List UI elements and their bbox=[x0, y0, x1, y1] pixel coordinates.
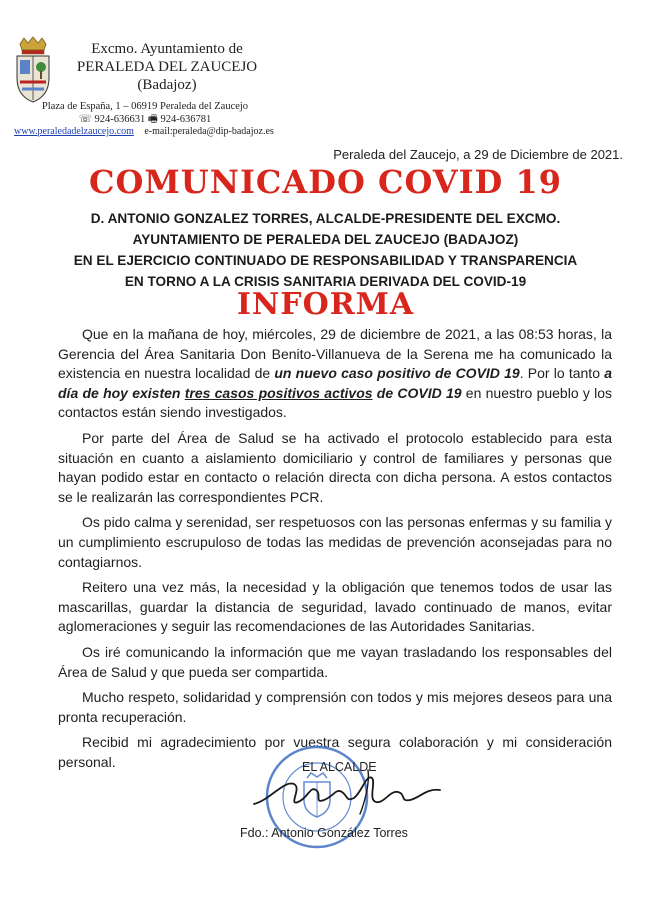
emphasis-text: un nuevo caso positivo de COVID 19 bbox=[274, 365, 520, 382]
paragraph: Recibid mi agradecimiento por vuestra segura colaboración y mi consideración personal. bbox=[58, 734, 612, 770]
emphasis-underlined-text: tres casos positivos activos bbox=[184, 384, 373, 401]
handwritten-signature bbox=[250, 760, 450, 820]
document-body bbox=[58, 325, 612, 772]
website-link[interactable]: www.peraledadelzaucejo.com bbox=[14, 126, 134, 137]
letterhead-contact bbox=[10, 100, 280, 126]
text-run: . Por lo tanto bbox=[519, 365, 605, 382]
letterhead-address: Plaza de España, 1 – 06919 Peraleda del Zaucejo bbox=[41, 101, 249, 112]
issuer-heading bbox=[60, 208, 591, 292]
paragraph bbox=[58, 325, 612, 423]
paragraph: Os iré comunicando la información que me vayan trasladando los responsables del Área de Salud y que pueda ser compartida. bbox=[58, 643, 612, 680]
signed-by: Fdo.: Antonio González Torres bbox=[240, 826, 408, 840]
emphasis-text: de COVID 19 bbox=[372, 384, 462, 401]
signer-role: EL ALCALDE bbox=[302, 760, 377, 774]
coat-of-arms-icon bbox=[12, 36, 54, 106]
paragraph: Por parte del Área de Salud se ha activado el protocolo establecido para esta situación en cuanto a aislamiento domiciliario y control de familiares y personas que hayan podido estar en contacto o relación directa con dicha persona. A estos contactos se le realizarán las correspondientes PCR. bbox=[58, 429, 612, 505]
paragraph: Mucho respeto, solidaridad y comprensión con todos y mis mejores deseos para una pronta recuperación. bbox=[58, 689, 612, 725]
letterhead-web bbox=[14, 126, 274, 137]
heading-line: AYUNTAMIENTO DE PERALEDA DEL ZAUCEJO (BADAJOZ) bbox=[132, 232, 519, 247]
heading-line: EN TORNO A LA CRISIS SANITARIA DERIVADA DEL COVID-19 bbox=[124, 274, 527, 289]
text-run: en nuestro pueblo y los contactos están siendo investigados. bbox=[58, 384, 612, 421]
letterhead-line: (Badajoz) bbox=[137, 77, 197, 93]
letterhead-title bbox=[62, 40, 272, 94]
email-text: e-mail:peraleda@dip-badajoz.es bbox=[144, 126, 274, 137]
heading-line: EN EL EJERCICIO CONTINUADO DE RESPONSABILIDAD Y TRANSPARENCIA bbox=[73, 253, 578, 268]
text-run: Que en la mañana de hoy, miércoles, 29 de diciembre de 2021, a las 08:53 horas, la Gerencia del Área Sanitaria Don Benito-Villanueva de la Serena me ha comunicado la existencia en nuestra localidad de bbox=[58, 326, 612, 382]
paragraph: Os pido calma y serenidad, ser respetuosos con las personas enfermas y su familia y un cumplimiento escrupuloso de todas las medidas de prevención aconsejadas para no contagiarnos. bbox=[58, 514, 612, 570]
heading-line: D. ANTONIO GONZALEZ TORRES, ALCALDE-PRESIDENTE DEL EXCMO. bbox=[90, 211, 561, 226]
emphasis-text: a día de hoy existen bbox=[58, 365, 612, 401]
paragraph: Reitero una vez más, la necesidad y la obligación que tenemos todos de usar las mascarillas, guardar la distancia de seguridad, lavado continuado de manos, evitar aglomeraciones y seguir las recomendaciones de las Autoridades Sanitarias. bbox=[58, 579, 612, 635]
informa-title: INFORMA bbox=[236, 287, 415, 322]
letterhead-phones: ☏ 924-636631 🖷 924-636781 bbox=[78, 114, 212, 125]
letterhead-line: Excmo. Ayuntamiento de bbox=[91, 41, 243, 57]
document-title: COMUNICADO COVID 19 bbox=[89, 163, 562, 201]
letterhead-line: PERALEDA DEL ZAUCEJO bbox=[76, 59, 258, 75]
document-date: Peraleda del Zaucejo, a 29 de Diciembre de 2021. bbox=[333, 147, 623, 162]
